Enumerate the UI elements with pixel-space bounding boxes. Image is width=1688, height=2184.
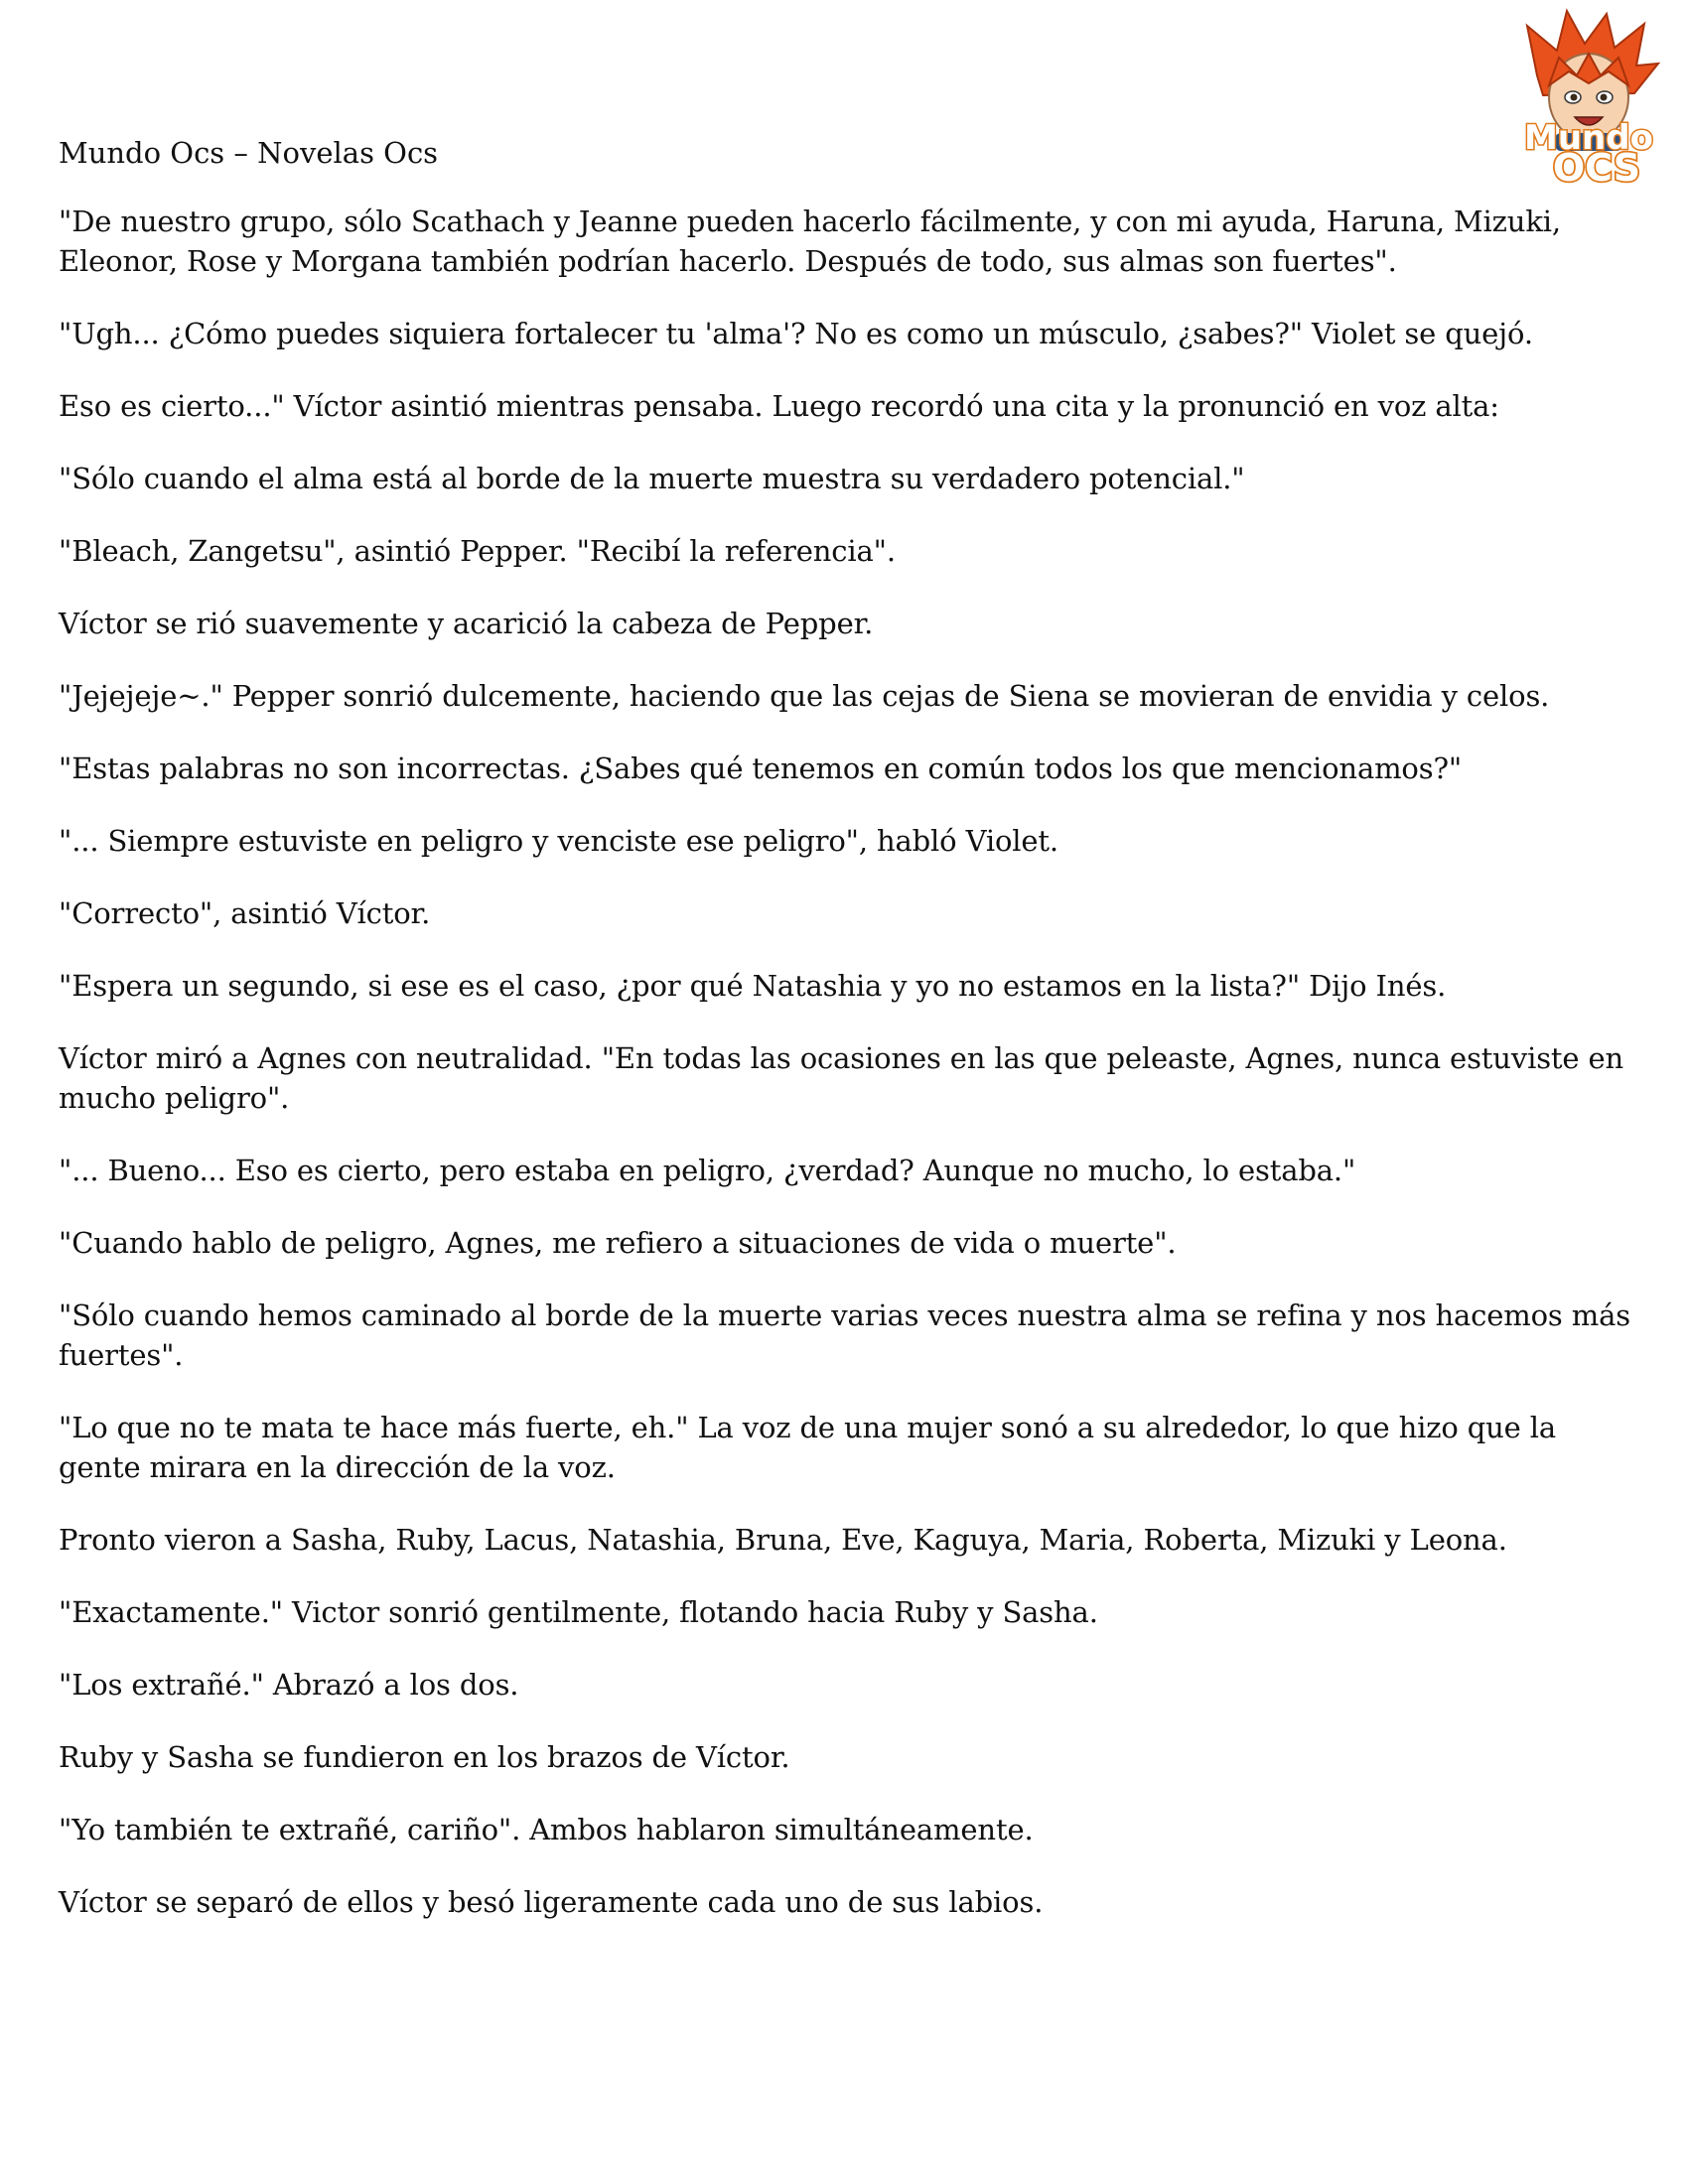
paragraph: "Sólo cuando el alma está al borde de la muerte muestra su verdadero potencial." xyxy=(59,462,1245,495)
paragraph: "Bleach, Zangetsu", asintió Pepper. "Recibí la referencia". xyxy=(59,534,896,568)
logo-text-line1: Mundo xyxy=(1524,118,1653,158)
paragraph: "Lo que no te mata te hace más fuerte, eh." La voz de una mujer sonó a su alrededor, lo que hizo que la gente mirara en la dirección de la voz. xyxy=(59,1411,1557,1484)
paragraph: "Jejejeje~." Pepper sonrió dulcemente, haciendo que las cejas de Siena se movieran de envidia y celos. xyxy=(59,679,1550,713)
paragraph: Víctor miró a Agnes con neutralidad. "En todas las ocasiones en las que peleaste, Agnes, nunca estuviste en mucho peligro". xyxy=(59,1041,1624,1115)
paragraph: "... Siempre estuviste en peligro y venciste ese peligro", habló Violet. xyxy=(59,824,1058,858)
source-header: Mundo Ocs – Novelas Ocs xyxy=(59,136,439,170)
paragraph: "... Bueno... Eso es cierto, pero estaba en peligro, ¿verdad? Aunque no mucho, lo estaba." xyxy=(59,1154,1356,1187)
paragraph: Pronto vieron a Sasha, Ruby, Lacus, Natashia, Bruna, Eve, Kaguya, Maria, Roberta, Mizuki y Leona. xyxy=(59,1523,1507,1557)
paragraph: "Ugh... ¿Cómo puedes siquiera fortalecer tu 'alma'? No es como un músculo, ¿sabes?" Violet se quejó. xyxy=(59,317,1533,350)
chapter-body xyxy=(59,202,1637,1955)
paragraph: "Los extrañé." Abrazó a los dos. xyxy=(59,1668,519,1702)
paragraph: "Estas palabras no son incorrectas. ¿Sabes qué tenemos en común todos los que mencionamos?" xyxy=(59,751,1463,785)
paragraph: "Cuando hablo de peligro, Agnes, me refiero a situaciones de vida o muerte". xyxy=(59,1226,1177,1260)
paragraph: "De nuestro grupo, sólo Scathach y Jeanne pueden hacerlo fácilmente, y con mi ayuda, Haruna, Mizuki, Eleonor, Rose y Morgana también podrían hacerlo. Después de todo, sus almas son fuertes". xyxy=(59,205,1561,278)
paragraph: Víctor se separó de ellos y besó ligeramente cada uno de sus labios. xyxy=(59,1885,1044,1919)
paragraph: Eso es cierto..." Víctor asintió mientras pensaba. Luego recordó una cita y la pronunció en voz alta: xyxy=(59,389,1499,423)
logo-text-line2: OCS xyxy=(1552,146,1641,185)
mascot-logo-icon xyxy=(1497,6,1680,185)
paragraph: "Sólo cuando hemos caminado al borde de la muerte varias veces nuestra alma se refina y nos hacemos más fuertes". xyxy=(59,1298,1630,1372)
paragraph: Ruby y Sasha se fundieron en los brazos de Víctor. xyxy=(59,1740,790,1774)
paragraph: "Espera un segundo, si ese es el caso, ¿por qué Natashia y yo no estamos en la lista?" Dijo Inés. xyxy=(59,969,1447,1003)
paragraph: "Exactamente." Victor sonrió gentilmente, flotando hacia Ruby y Sasha. xyxy=(59,1595,1098,1629)
paragraph: "Yo también te extrañé, cariño". Ambos hablaron simultáneamente. xyxy=(59,1813,1034,1846)
mundo-ocs-logo xyxy=(1497,6,1680,185)
paragraph: "Correcto", asintió Víctor. xyxy=(59,896,431,930)
paragraph: Víctor se rió suavemente y acarició la cabeza de Pepper. xyxy=(59,607,874,640)
